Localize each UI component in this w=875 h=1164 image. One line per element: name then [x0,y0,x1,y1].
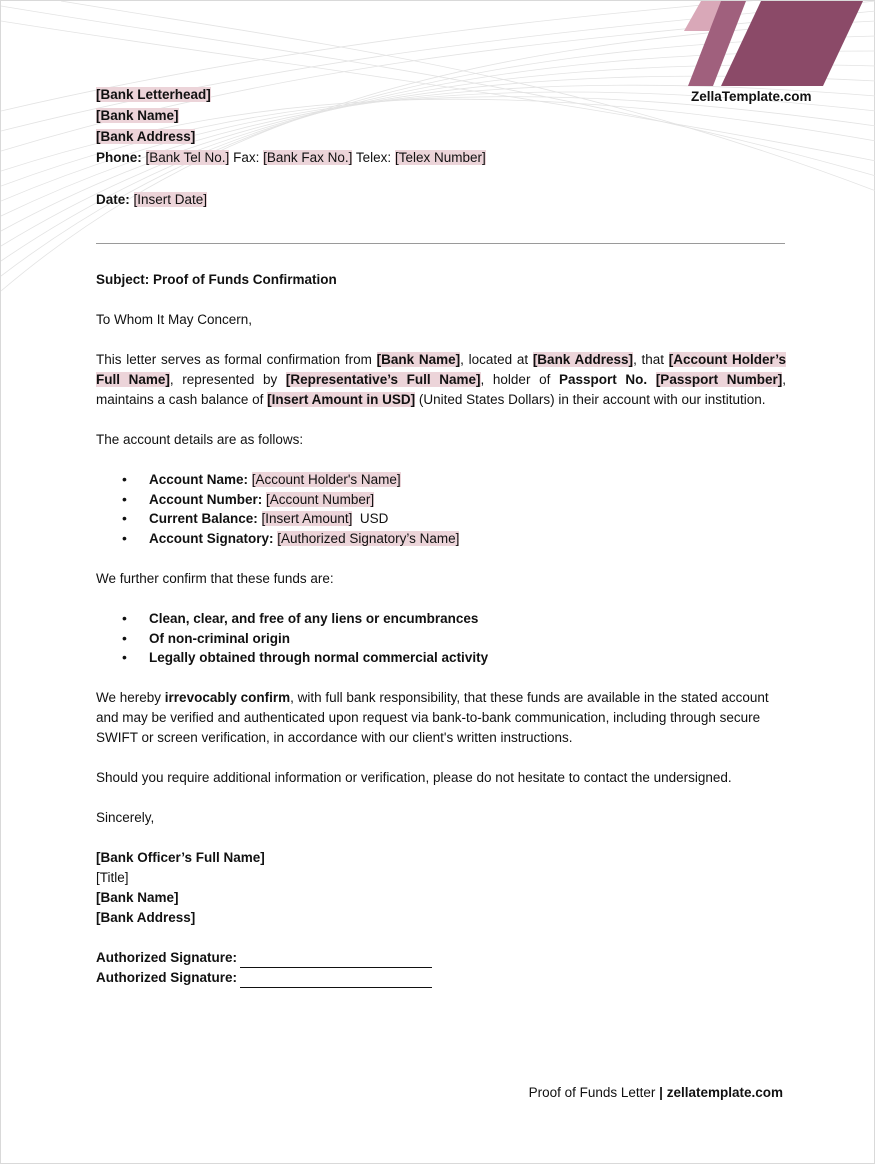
fax-label: Fax: [233,150,260,165]
header-divider [96,243,785,244]
account-details-list [96,470,786,549]
placeholder-bank-name: [Bank Name] [376,352,461,367]
detail-label: Current Balance: [149,511,258,527]
telex-value: [Telex Number] [394,150,486,165]
intro-text: , located at [460,352,533,367]
phone-value: [Bank Tel No.] [145,150,230,165]
letterhead-title: [Bank Letterhead] [96,87,211,102]
details-intro: The account details are as follows: [96,432,304,447]
phone-label: Phone: [96,150,142,165]
irrevocable-text: We hereby [96,689,165,705]
signer-address: [Bank Address] [96,909,196,925]
signer-block [96,848,786,928]
letterhead-contacts [96,147,786,168]
signature-block [96,948,786,988]
footer-separator: | [659,1085,663,1100]
placeholder-account-holder: [Account Holder’s Full Name] [96,352,786,387]
placeholder-bank-address: [Bank Address] [532,352,634,367]
irrevocable-text: , with full bank responsibility, that these funds are available in the stated account and may be verified and authenticated upon request via bank-to-bank communication, including through secure SWIFT or screen verification, in accordance with our client's written instructions. [96,689,769,745]
detail-label: Account Number: [149,491,263,507]
detail-value: [Insert Amount] [261,511,353,527]
fax-value: [Bank Fax No.] [263,150,353,165]
signer-name: [Bank Officer’s Full Name] [96,849,265,865]
list-item [149,470,786,490]
signature-line[interactable] [240,973,432,988]
detail-label: Account Signatory: [149,531,274,547]
date-value: [Insert Date] [133,192,208,207]
subject-line: Subject: Proof of Funds Confirmation [96,272,337,287]
placeholder-representative: [Representative’s Full Name] [285,372,481,387]
letterhead-bank-name: [Bank Name] [96,108,179,123]
signature-line[interactable] [240,953,432,968]
detail-label: Account Name: [149,472,249,487]
placeholder-amount: [Insert Amount in USD] [267,392,416,407]
salutation: To Whom It May Concern, [96,312,253,327]
placeholder-passport-number: [Passport Number] [655,372,783,387]
letterhead-bank-address: [Bank Address] [96,129,196,144]
closing: Sincerely, [96,809,155,825]
intro-text: , maintains a cash balance of [96,372,786,407]
detail-value: [Account Number] [266,491,375,507]
detail-suffix: USD [352,511,389,527]
intro-text: , holder of [480,372,559,387]
passport-label: Passport No. [559,372,656,387]
telex-label: Telex: [355,150,392,165]
list-item [149,629,786,649]
irrevocable-paragraph [96,688,786,748]
confirm-item: Of non-criminal origin [149,630,290,646]
list-item [149,490,786,510]
signature-label: Authorized Signature: [96,949,237,965]
detail-value: [Authorized Signatory’s Name] [277,531,460,547]
intro-paragraph [96,350,786,410]
letterhead [96,84,786,210]
page-footer [529,1085,783,1100]
intro-text: This letter serves as formal confirmation from [96,352,377,367]
date-label: Date: [96,192,130,207]
confirmation-list [96,609,786,668]
list-item [149,529,786,549]
letter-body [96,270,786,988]
intro-text: , that [633,352,669,367]
detail-value: [Account Holder's Name] [251,472,401,487]
irrevocable-emphasis: irrevocably confirm [164,689,291,705]
confirm-item: Legally obtained through normal commercial activity [149,650,489,666]
intro-text: (United States Dollars) in their account with our institution. [415,392,766,407]
date-line [96,189,786,210]
confirm-item: Clean, clear, and free of any liens or encumbrances [149,610,479,626]
signer-bank: [Bank Name] [96,889,179,905]
list-item [149,509,786,529]
contact-paragraph: Should you require additional information or verification, please do not hesitate to contact the undersigned. [96,769,732,785]
list-item [149,609,786,629]
brand-name: ZellaTemplate.com [691,89,812,104]
signer-title: [Title] [96,869,129,885]
signature-label: Authorized Signature: [96,969,237,985]
confirm-intro: We further confirm that these funds are: [96,570,334,586]
list-item [149,648,786,668]
footer-text: Proof of Funds Letter [528,1085,656,1100]
intro-text: , represented by [169,372,286,387]
footer-site: zellatemplate.com [666,1085,783,1100]
